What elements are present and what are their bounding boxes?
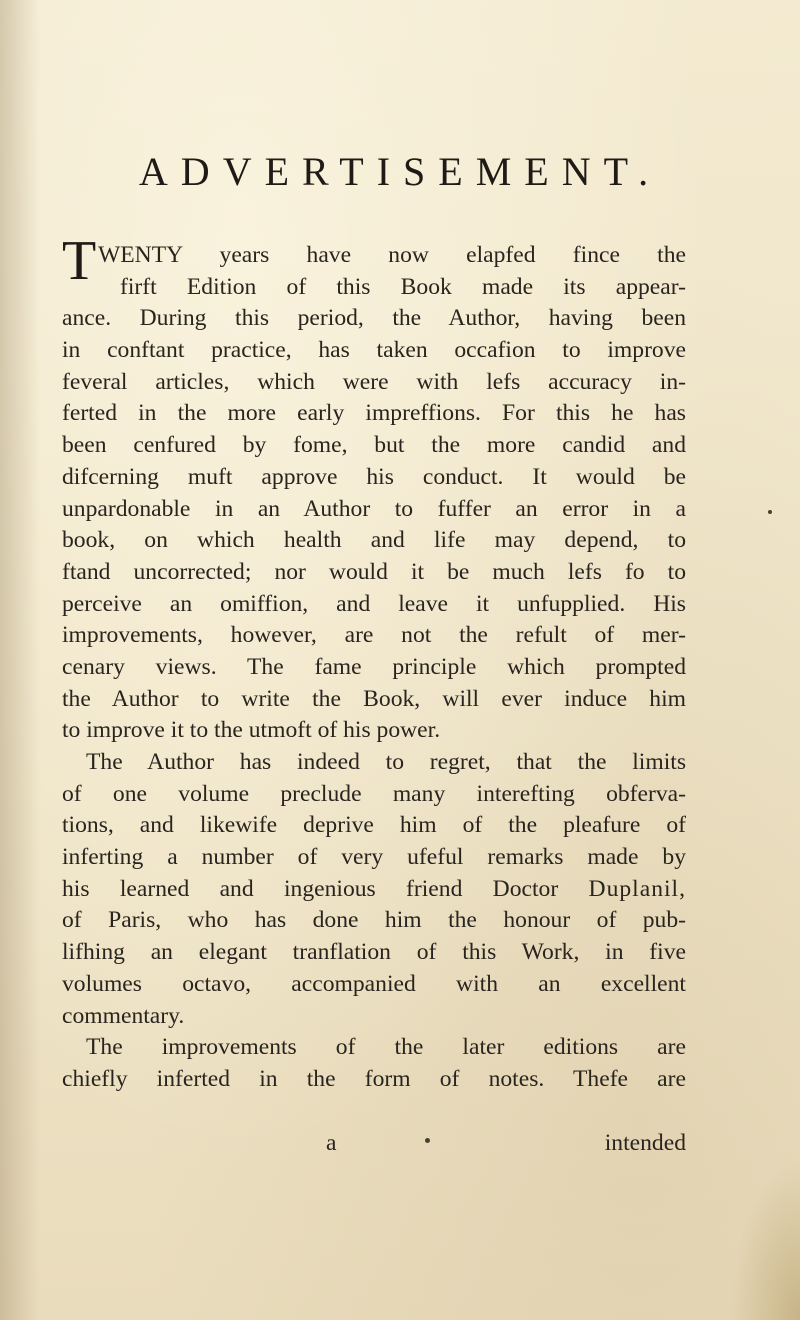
ink-speck bbox=[768, 510, 772, 514]
text-line: of Paris, who has done him the honour of pub- bbox=[62, 907, 686, 934]
text-line: tions, and likewife deprive him of the pleafure of bbox=[62, 812, 686, 839]
text-line: in conftant practice, has taken occafion to improve bbox=[62, 337, 686, 364]
name-small-caps: Duplanil, bbox=[588, 875, 686, 902]
text-line: cenary views. The fame principle which prompted bbox=[62, 653, 686, 680]
text-line: ance. During this period, the Author, having been bbox=[62, 305, 686, 332]
text-line: firft Edition of this Book made its appear- bbox=[120, 273, 686, 300]
text-line: unpardonable in an Author to fuffer an error in a bbox=[62, 495, 686, 522]
page-stain bbox=[730, 1160, 800, 1320]
text-line: commentary. bbox=[62, 1002, 185, 1029]
text-line: of one volume preclude many interefting obferva- bbox=[62, 780, 686, 807]
text-line: The Author has indeed to regret, that the limits bbox=[86, 749, 686, 775]
text-line-with-name bbox=[62, 874, 686, 906]
text-segment: his learned and ingenious friend Doctor bbox=[62, 875, 559, 902]
signature-mark: a bbox=[326, 1130, 337, 1156]
text-line: chiefly inferted in the form of notes. Thefe are bbox=[62, 1065, 686, 1092]
text-line: difcerning muft approve his conduct. It would be bbox=[62, 463, 686, 490]
text-line: perceive an omiffion, and leave it unfupplied. His bbox=[62, 590, 686, 617]
catchword: intended bbox=[604, 1130, 686, 1156]
text-line: inferting a number of very ufeful remarks made by bbox=[62, 844, 686, 871]
text-line: been cenfured by fome, but the more candid and bbox=[62, 432, 686, 459]
text-line: to improve it to the utmoft of his power. bbox=[62, 717, 441, 744]
drop-cap: T bbox=[62, 230, 97, 292]
ink-speck bbox=[425, 1138, 430, 1143]
page-footer-catchline bbox=[62, 1130, 686, 1162]
text-line: The improvements of the later editions are bbox=[86, 1034, 686, 1061]
text-line: lifhing an elegant tranflation of this Work, in five bbox=[62, 939, 686, 966]
text-line: ftand uncorrected; nor would it be much lefs fo to bbox=[62, 558, 686, 585]
text-line: improvements, however, are not the refult of mer- bbox=[62, 622, 686, 649]
text-line: volumes octavo, accompanied with an excellent bbox=[62, 970, 686, 997]
gutter-shadow bbox=[0, 0, 40, 1320]
text-line: book, on which health and life may depend, to bbox=[62, 527, 686, 554]
text-line: feveral articles, which were with lefs accuracy in- bbox=[62, 368, 686, 395]
page-heading: ADVERTISEMENT. bbox=[138, 149, 662, 194]
text-line: WENTY years have now elapfed fince the bbox=[98, 242, 686, 268]
text-line: the Author to write the Book, will ever induce him bbox=[62, 685, 686, 712]
text-line: ferted in the more early impreffions. For this he has bbox=[62, 400, 686, 427]
body-text bbox=[62, 230, 686, 1096]
